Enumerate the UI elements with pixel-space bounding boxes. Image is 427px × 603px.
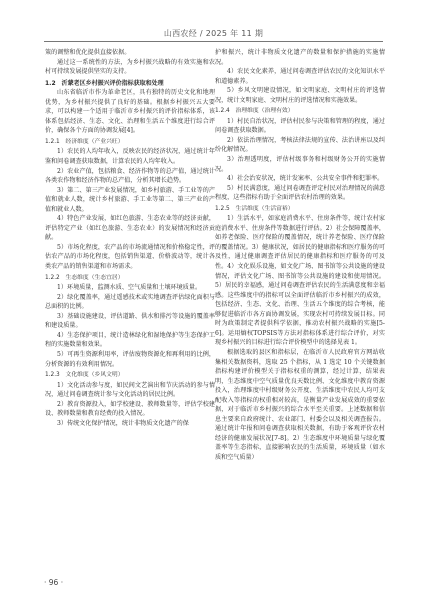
body-paragraph: 1）生活水平，如家庭消费水平、住房条件等，统计农村家庭消费水平、住房条件等数据进行评估。2）社会保障覆盖率，如养老保险、医疗保险的覆盖情况，统计养老保险、医疗保险的覆盖情况。3）健康状况，如居民的健康指标和医疗服务的可及性，通过健康调查评估居民的健康指标和医疗服务的可及性。4）文化娱乐设施，如文化广场、图书馆等公共设施的建设情况，评估文化广场、图书馆等公共设施的建设和使用情况。5）居民的幸福感，通过问卷调查评估农民的生活满意度和幸福感。这些维度中的指标可以全面评估临沂市乡村振兴的成效，包括经济、生态、文化、治理、生活五个维度的综合考核，能够促进临沂市各方面协调发展，实现农村可持续发展目标。同时为政策制定者提供科学依据，推动农村振兴战略的实施[5-6]。运用熵权TOPSIS等方法对指标体系进行综合评价，对实现乡村振兴的目标进行综合评价模型中的选择见表 1。 — [215, 215, 385, 347]
body-paragraph: 4）社会治安状况，统计发案率、公共安全事件和犯罪率。 — [227, 175, 384, 183]
body-paragraph: 根据选取的县区和指标层，在临沂市人民政府官方网站收集相关数据资料，选取 25 个指标，从 1 选定 10 个关键数据指标构建评价模型关于指标权重的测算，经过计算，结果表明，生态维度中空气质量优良天数比例、文化维度中教育资源投入，治理维度中村级财务公开度、生活维度中农民人均可支配收入等指标的权重相对较高，是衡量产业发展成效的重要依据，对于临沂市乡村振兴的综合水平至关重要。上述数据和信息主要来自政府统计、农业部门、村委会以及相关调查报告。通过统计年报和问卷调查获取相关数据，有助于客观评价农村经济的健康发展状况[7-8]。2）生态维度中环境质量与绿化覆盖率等生态指标，直接影响农民的生活质量，环境质量（如水质和空气质量） — [215, 348, 385, 461]
section-heading: 1.2 沂蒙老区乡村振兴评价指标获取和处理 — [45, 79, 164, 87]
body-paragraph: 2）依法治理情况，考核法律法规的宣传、法治讲座以及纠纷化解情况。 — [215, 136, 385, 154]
body-paragraph: 4）特色产业发展，如红色旅游、生态农业等的经济贡献，评估特定产业（如红色旅游、生态农业）的发展情况和经济贡献。 — [45, 215, 215, 242]
body-paragraph: 策的调整和优化提供直接依据。 — [45, 49, 131, 56]
body-paragraph: 通过这一系统性的方法，为乡村振兴战略的有效实施和农村可持续发展提供坚实的支持。 — [45, 58, 215, 76]
body-paragraph: 3）传统文化保护情况，统计非物质文化遗产的保 — [57, 419, 189, 427]
body-paragraph: 3）治理透明度，评估村级事务和村级财务公开的实施情况。 — [215, 156, 385, 173]
page-number: · 96 · — [44, 578, 64, 587]
subsection-heading: 1.2.4 治理维度（治理有效） — [215, 108, 294, 115]
body-paragraph: 5）乡风文明建设情况，如文明家庭、文明村庄的评选情况，统计文明家庭、文明村庄的评选情况和实施效果。 — [215, 87, 385, 104]
subsection-heading: 1.2.1 经济维度（产业兴旺） — [45, 138, 124, 145]
body-paragraph: 5）村民满意度，通过问卷调查评定村民对治理情况的满意程度，这些指标有助于全面评估农村治理的效果。 — [215, 184, 385, 202]
subsection-heading: 1.2.2 生态维度（生态宜居） — [45, 274, 124, 281]
body-paragraph: 2）教育资源投入，如学校建设、教师数量等，评估学校建设、教师数量和教育经费的投入情况。 — [45, 400, 215, 418]
body-paragraph: 2）农业产值，包括粮食、经济作物等的总产值，通过统计各类农作物和经济作物的总产值，分析其增长趋势。 — [45, 167, 215, 185]
body-paragraph: 1）农民的人均年收入，反映农民的经济状况，通过统计年鉴和问卷调查获取数据，计算农民的人均年收入。 — [45, 148, 215, 166]
header-divider — [44, 41, 383, 42]
subsection-heading: 1.2.3 文化维度（乡风文明） — [45, 372, 124, 379]
body-paragraph: 护和振兴，统计非物质文化遗产的数量和保护措施的实施情况。 — [215, 49, 385, 66]
body-paragraph: 1）环境质量，监测水质、空气质量和土壤环境质量。 — [57, 284, 202, 292]
body-paragraph: 3）基础设施建设，评估道路、供水和排污等设施的覆盖率和建设质量。 — [45, 312, 215, 330]
body-paragraph: 山东省临沂市作为革命老区，具有独特的历史文化和地理优势，为乡村振兴提供了良好的基础。根据乡村振兴五大要求，可以构建一个适用于临沂市乡村振兴的评价指标体系，该体系包括经济、生态、文化、治理和生活五个维度进行综合评价，确保各个方面的协调发展[4]。 — [45, 89, 215, 135]
body-paragraph: 1）文化活动参与度，如民间文艺演出和节庆活动的参与情况，通过问卷调查统计参与文化活动的居民比例。 — [45, 381, 215, 399]
body-paragraph: 3）第二、第三产业发展情况，如乡村旅游、手工业等的产值和就业人数，统计乡村旅游、手工业等第二、第三产业的产值和就业人数。 — [45, 186, 215, 213]
body-paragraph: 5）可再生资源利用率，评估废物资源化和再利用的比例，分析资源的有效利用情况。 — [45, 350, 215, 368]
body-paragraph: 4）农民文化素养，通过问卷调查评估农民的文化知识水平和道德素养。 — [215, 68, 385, 85]
subsection-heading: 1.2.5 生活维度（生活富裕） — [215, 205, 294, 212]
running-header: 山西农经 / 2025 年 11 期 — [163, 29, 264, 38]
body-paragraph: 1）村民自治状况，评估村民参与决策和管理的程度，通过问卷调查获取数据。 — [215, 117, 385, 135]
right-column — [215, 48, 385, 463]
body-paragraph: 2）绿化覆盖率，通过遥感技术或实地调查评估绿化面积与总面积的比例。 — [45, 293, 215, 311]
body-paragraph: 4）生态保护项目，统计造林绿化和湿地保护等生态保护工程的实施数量和效果。 — [45, 331, 215, 349]
left-column — [45, 48, 215, 428]
body-paragraph: 5）市场化程度，农产品的市场流通情况和价格稳定性，评估农产品的市场化程度，包括销售渠道、价格波动等，统计各类农产品的销售渠道和市场需求。 — [45, 243, 215, 271]
